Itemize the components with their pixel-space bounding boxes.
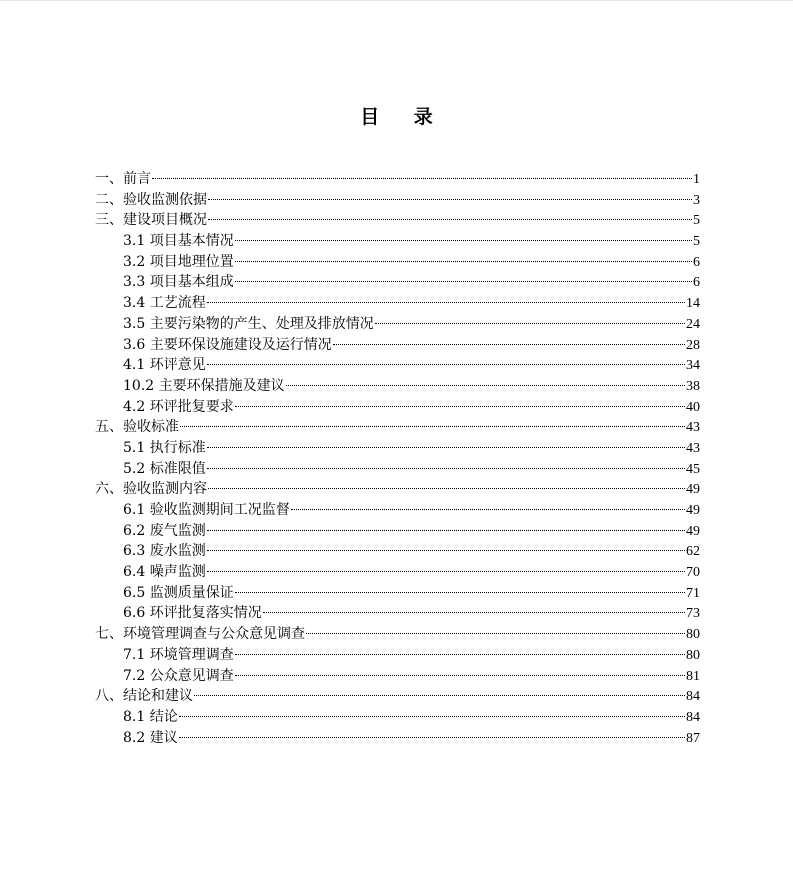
toc-entry-page-number: 80 [686,627,700,643]
toc-dot-leader [207,447,685,448]
toc-entry[interactable] [95,355,700,376]
toc-entry-page-number: 81 [686,668,700,684]
toc-entry-label: 6.4 噪声监测 [123,564,206,581]
toc-entry-label: 8.2 建议 [123,729,178,746]
toc-entry-label: 3.5 主要污染物的产生、处理及排放情况 [123,315,374,332]
toc-entry[interactable] [95,541,700,562]
toc-entry-page-number: 49 [686,523,700,539]
toc-dot-leader [235,675,685,676]
toc-entry[interactable] [95,438,700,459]
toc-dot-leader [286,385,685,386]
toc-entry[interactable] [95,686,700,707]
toc-entry-label: 一、前言 [95,171,151,187]
toc-dot-leader [179,737,685,738]
toc-entry[interactable] [95,583,700,604]
toc-entry-label: 6.2 废气监测 [123,522,206,539]
toc-dot-leader [235,406,685,407]
toc-entry-page-number: 6 [693,275,700,291]
toc-entry[interactable] [95,314,700,335]
toc-dot-leader [235,240,692,241]
toc-entry[interactable] [95,293,700,314]
toc-entry-label: 八、结论和建议 [95,688,193,705]
toc-entry-page-number: 43 [686,420,700,436]
toc-entry-label: 3.2 项目地理位置 [123,253,234,270]
toc-dot-leader [208,219,692,220]
toc-entry-label: 4.1 环评意见 [123,357,206,374]
page-title: 目 录 [360,106,447,128]
toc-dot-leader [207,364,685,365]
toc-entry[interactable] [95,562,700,583]
toc-entry-page-number: 70 [686,565,700,581]
toc-entry-page-number: 38 [686,378,700,394]
toc-entry[interactable] [95,417,700,438]
toc-entry-label: 7.1 环境管理调查 [123,646,234,663]
toc-entry-page-number: 14 [686,296,700,312]
toc-entry[interactable] [95,521,700,542]
toc-entry-label: 6.1 验收监测期间工况监督 [123,502,290,518]
page-edge [0,0,793,1]
toc-entry-page-number: 40 [686,399,700,415]
toc-dot-leader [207,550,685,551]
toc-dot-leader [375,323,685,324]
toc-entry-label: 3.3 项目基本组成 [123,274,234,291]
toc-entry-label: 3.1 项目基本情况 [123,233,234,250]
toc-entry[interactable] [95,376,700,397]
toc-dot-leader [235,592,685,593]
toc-entry-label: 五、验收标准 [95,419,179,436]
toc-dot-leader [194,695,685,696]
toc-entry[interactable] [95,459,700,480]
toc-entry[interactable] [95,500,700,521]
toc-entry-label: 6.5 监测质量保证 [123,584,234,601]
toc-entry[interactable] [95,231,700,252]
toc-entry-page-number: 5 [693,213,700,229]
toc-entry-label: 六、验收监测内容 [95,481,207,498]
toc-entry-page-number: 84 [686,689,700,705]
toc-entry-label: 3.6 主要环保设施建设及运行情况 [123,336,332,353]
toc-entry-label: 4.2 环评批复要求 [123,398,234,415]
toc-dot-leader [306,633,685,634]
toc-entry[interactable] [95,190,700,211]
toc-dot-leader [179,716,685,717]
toc-dot-leader [333,344,685,345]
toc-entry[interactable] [95,397,700,418]
toc-entry-label: 三、建设项目概况 [95,212,207,229]
toc-entry[interactable] [95,272,700,293]
toc-entry[interactable] [95,645,700,666]
toc-entry-page-number: 45 [686,461,700,477]
toc-dot-leader [291,509,685,510]
toc-entry-label: 二、验收监测依据 [95,191,207,208]
toc-dot-leader [235,654,685,655]
toc-entry-page-number: 49 [686,503,700,518]
toc-entry-page-number: 24 [686,316,700,332]
toc-dot-leader [208,488,685,489]
toc-entry[interactable] [95,169,700,190]
toc-entry-label: 6.6 环评批复落实情况 [123,605,262,622]
toc-dot-leader [207,468,685,469]
toc-dot-leader [208,199,692,200]
toc-entry-page-number: 71 [686,585,700,601]
toc-dot-leader [207,530,685,531]
toc-entry-label: 5.1 执行标准 [123,439,206,456]
toc-entry-label: 8.1 结论 [123,708,178,725]
toc-entry[interactable] [95,335,700,356]
toc-entry[interactable] [95,210,700,231]
toc-entry-page-number: 43 [686,440,700,456]
toc-entry[interactable] [95,603,700,624]
toc-entry-page-number: 6 [693,254,700,270]
toc-entry-page-number: 34 [686,358,700,374]
toc-entry-page-number: 3 [693,192,700,208]
toc-entry-page-number: 49 [686,482,700,498]
toc-entry-page-number: 80 [686,647,700,663]
toc-entry[interactable] [95,479,700,500]
toc-entry-label: 10.2 主要环保措施及建议 [123,377,285,394]
toc-dot-leader [207,571,685,572]
toc-dot-leader [263,612,685,613]
toc-entry[interactable] [95,728,700,749]
table-of-contents [95,169,700,748]
toc-entry-page-number: 84 [686,709,700,725]
toc-entry[interactable] [95,666,700,687]
toc-entry-label: 5.2 标准限值 [123,460,206,477]
toc-entry-label: 3.4 工艺流程 [123,295,206,312]
toc-entry-page-number: 87 [686,730,700,746]
toc-entry-label: 6.3 废水监测 [123,543,206,560]
toc-dot-leader [152,178,692,179]
toc-dot-leader [207,302,685,303]
toc-entry[interactable] [95,252,700,273]
toc-entry-page-number: 73 [686,606,700,622]
toc-entry-page-number: 1 [693,172,700,187]
toc-dot-leader [180,426,685,427]
toc-entry-label: 七、环境管理调查与公众意见调查 [95,626,305,643]
toc-entry[interactable] [95,624,700,645]
toc-dot-leader [235,261,692,262]
toc-entry-label: 7.2 公众意见调查 [123,667,234,684]
toc-entry-page-number: 62 [686,544,700,560]
toc-entry[interactable] [95,707,700,728]
toc-entry-page-number: 5 [693,234,700,250]
toc-dot-leader [235,281,692,282]
toc-entry-page-number: 28 [686,337,700,353]
